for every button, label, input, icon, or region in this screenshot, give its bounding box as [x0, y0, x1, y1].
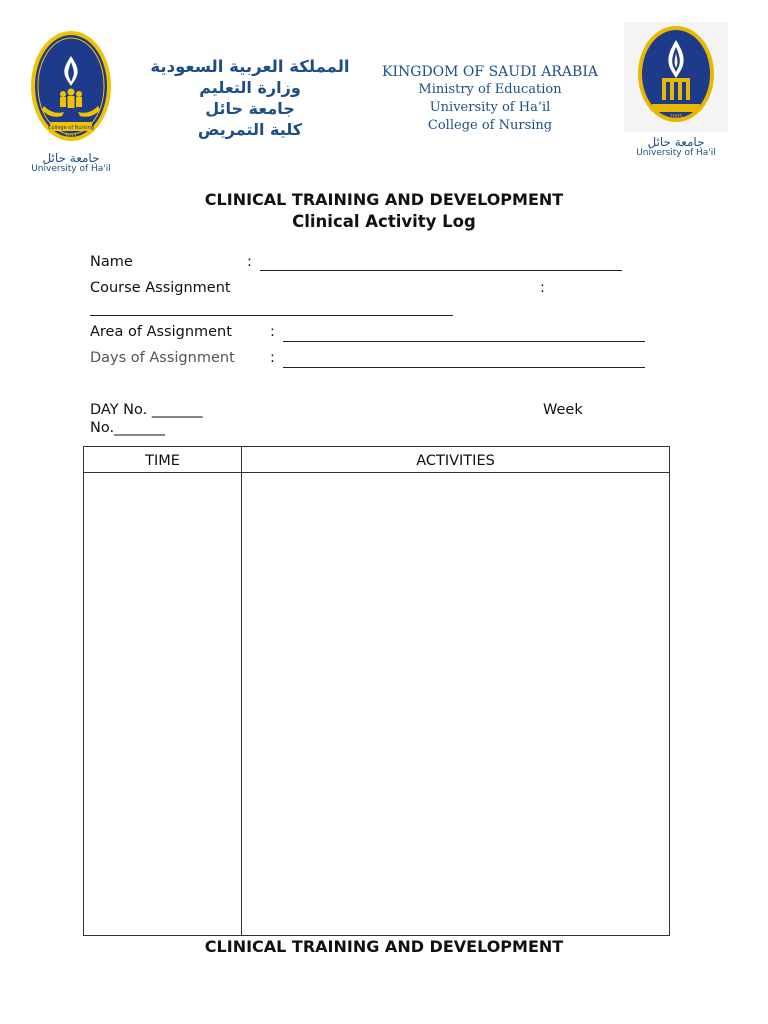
svg-text:College of Nursing: College of Nursing: [48, 125, 94, 131]
week-number-field[interactable]: No._______: [90, 420, 165, 436]
course-assignment-colon: :: [540, 280, 545, 296]
english-college-line: College of Nursing: [427, 118, 553, 133]
days-of-assignment-colon: :: [270, 350, 275, 366]
days-of-assignment-label: Days of Assignment: [90, 350, 235, 366]
english-ministry-line: Ministry of Education: [418, 82, 562, 97]
arabic-college-line: كلية التمريض: [197, 120, 303, 139]
days-of-assignment-input-line[interactable]: [283, 367, 645, 368]
activities-cell[interactable]: [242, 473, 669, 935]
name-label: Name: [90, 254, 133, 270]
area-of-assignment-input-line[interactable]: [283, 341, 645, 342]
arabic-ministry-line: وزارة التعليم: [199, 78, 301, 97]
english-university-line: University of Ha’il: [429, 100, 551, 115]
footer-title: CLINICAL TRAINING AND DEVELOPMENT: [204, 937, 564, 956]
time-cell[interactable]: [84, 473, 241, 935]
left-logo: [26, 28, 116, 174]
left-logo-english-caption: University of Ha'il: [31, 164, 111, 174]
document-subtitle: Clinical Activity Log: [292, 212, 476, 231]
day-number-field[interactable]: DAY No. _______: [90, 402, 203, 418]
week-label: Week: [543, 402, 583, 418]
course-assignment-input-line[interactable]: [90, 315, 453, 316]
area-of-assignment-label: Area of Assignment: [90, 324, 232, 340]
arabic-university-line: جامعة حائل: [205, 99, 295, 118]
right-logo: [624, 22, 728, 166]
document-title: CLINICAL TRAINING AND DEVELOPMENT: [204, 190, 564, 209]
activity-log-table: [83, 446, 670, 936]
time-column-header: TIME: [145, 453, 180, 469]
arabic-header: [140, 56, 360, 140]
name-colon: :: [247, 254, 252, 270]
activities-column-header: ACTIVITIES: [416, 453, 495, 469]
svg-text:2011: 2011: [64, 134, 78, 140]
college-of-nursing-emblem-icon: [26, 28, 116, 148]
svg-text:2005: 2005: [669, 114, 683, 120]
english-header: [372, 63, 608, 135]
course-assignment-label: Course Assignment: [90, 280, 231, 296]
university-of-hail-emblem-icon: [624, 22, 728, 132]
name-input-line[interactable]: [260, 270, 622, 271]
english-country-line: KINGDOM OF SAUDI ARABIA: [382, 64, 598, 80]
arabic-country-line: المملكة العربية السعودية: [150, 57, 350, 76]
right-logo-english-caption: University of Ha'il: [636, 148, 716, 158]
area-of-assignment-colon: :: [270, 324, 275, 340]
left-logo-arabic-caption: جامعة حائل: [42, 151, 100, 165]
right-logo-arabic-caption: جامعة حائل: [647, 135, 705, 149]
